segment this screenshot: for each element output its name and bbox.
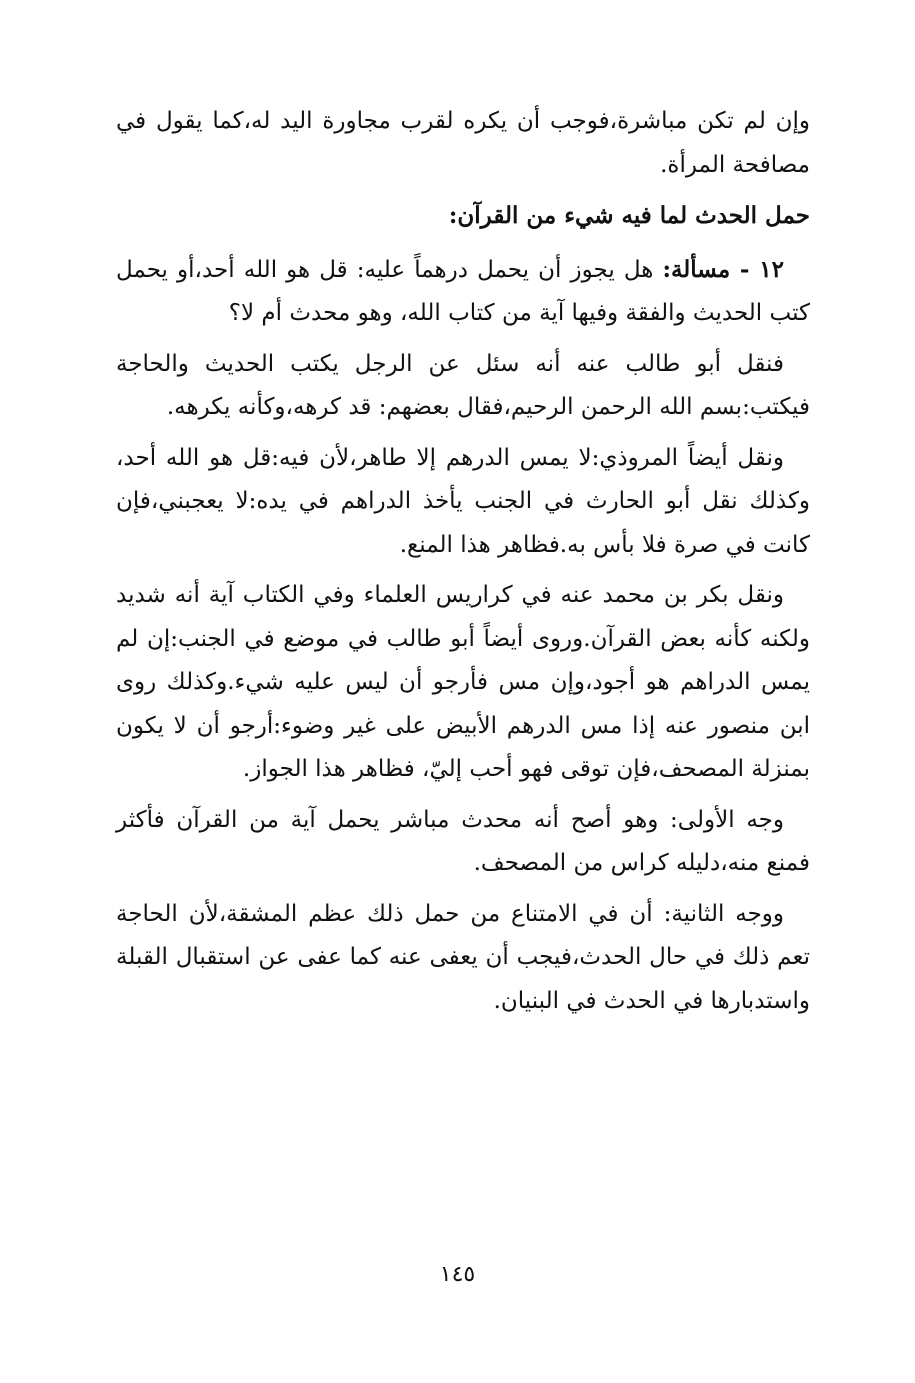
paragraph-issue-12 [116,248,810,336]
issue-number-label: ١٢ - مسألة: [662,255,784,283]
page-body [116,100,810,1030]
section-heading: حمل الحدث لما فيه شيء من القرآن: [448,202,810,229]
paragraph-second-view: ووجه الثانية: أن في الامتناع من حمل ذلك عظم المشقة،لأن الحاجة تعم ذلك في حال الحدث،فيجب أن يعفى عنه كما عفى عن استقبال القبلة واستدبارها في الحدث في البنيان. [116,900,810,1014]
paragraph-abu-talib: فنقل أبو طالب عنه أنه سئل عن الرجل يكتب الحديث والحاجة فيكتب:بسم الله الرحمن الرحيم،فقال بعضهم: قد كرهه،وكأنه يكرهه. [116,350,810,420]
paragraph-continuation: وإن لم تكن مباشرة،فوجب أن يكره لقرب مجاورة اليد له،كما يقول في مصافحة المرأة. [116,108,810,178]
paragraph-first-view: وجه الأولى: وهو أصح أنه محدث مباشر يحمل آية من القرآن فأكثر فمنع منه،دليله كراس من المصحف. [116,806,810,876]
paragraph-bakr-ibn-muhammad: ونقل بكر بن محمد عنه في كراريس العلماء وفي الكتاب آية أنه شديد ولكنه كأنه بعض القرآن.وروى أيضاً أبو طالب في موضع في الجنب:إن لم يمس الدراهم هو أجود،وإن مس فأرجو أن ليس عليه شيء.وكذلك روى ابن منصور عنه إذا مس الدرهم الأبيض على غير وضوء:أرجو أن لا يكون بمنزلة المصحف،فإن توقى فهو أحب إليّ، فظاهر هذا الجواز. [116,582,810,782]
paragraph-marwazi: ونقل أيضاً المروذي:لا يمس الدرهم إلا طاهر،لأن فيه:قل هو الله أحد، وكذلك نقل أبو الحارث في الجنب يأخذ الدراهم في يده:لا يعجبني،فإن كانت في صرة فلا بأس به.فظاهر هذا المنع. [116,444,810,558]
page-number: ١٤٥ [439,1262,476,1287]
issue-question-text: هل يجوز أن يحمل درهماً عليه: قل هو الله أحد،أو يحمل كتب الحديث والفقة وفيها آية من كتاب الله، وهو محدث أم لا؟ [116,256,810,326]
